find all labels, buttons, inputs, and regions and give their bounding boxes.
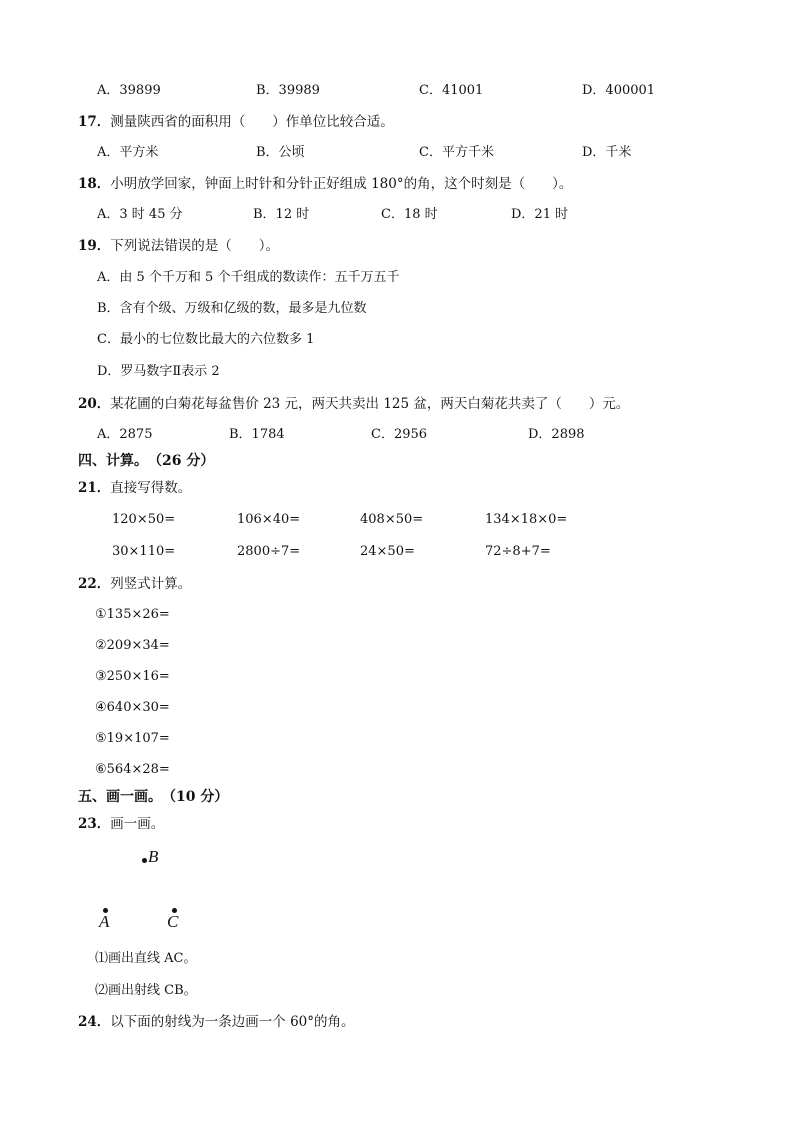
q21-expr-5: 30×110= bbox=[112, 544, 176, 559]
point-c-label: C bbox=[167, 912, 179, 931]
q16-option-b: B．39989 bbox=[256, 83, 320, 98]
q20-text: 某花圃的白菊花每盆售价 23 元，两天共卖出 125 盆，两天白菊花共卖了（ ）元。 bbox=[110, 396, 630, 412]
q23-text: 画一画。 bbox=[110, 816, 165, 832]
q21-text: 直接写得数。 bbox=[110, 480, 192, 496]
q22-item-2: ②209×34= bbox=[95, 638, 170, 653]
q23-question bbox=[78, 815, 164, 833]
q21-expr-4: 134×18×0= bbox=[485, 512, 568, 527]
q17-option-d: D．千米 bbox=[582, 145, 632, 160]
q23-sub-2: ⑵画出射线 CB。 bbox=[95, 983, 197, 998]
q19-question bbox=[78, 237, 279, 255]
q17-option-b: B．公顷 bbox=[256, 145, 305, 160]
section-4-title: 四、计算。 （26 分） bbox=[78, 453, 215, 469]
q16-option-d: D．400001 bbox=[582, 83, 656, 98]
q19-option-a: A．由 5 个千万和 5 个千组成的数读作：五千万五千 bbox=[97, 270, 400, 285]
point-b-dot bbox=[142, 858, 147, 863]
q19-option-b: B．含有个级、万级和亿级的数，最多是九位数 bbox=[97, 301, 367, 316]
q17-option-a: A．平方米 bbox=[97, 145, 159, 160]
q23-number: 23． bbox=[78, 816, 111, 832]
q18-option-b: B．12 时 bbox=[253, 207, 310, 222]
q19-option-d: D．罗马数字Ⅱ表示 2 bbox=[97, 364, 220, 379]
point-a-label: A bbox=[99, 912, 110, 931]
q17-option-c: C．平方千米 bbox=[419, 145, 494, 160]
q24-number: 24． bbox=[78, 1014, 111, 1030]
q19-option-c: C．最小的七位数比最大的六位数多 1 bbox=[97, 332, 315, 347]
q22-question bbox=[78, 575, 191, 593]
q21-expr-1: 120×50= bbox=[112, 512, 176, 527]
q23-sub-1: ⑴画出直线 AC。 bbox=[95, 951, 197, 966]
q21-expr-8: 72÷8+7= bbox=[485, 544, 551, 559]
q18-number: 18． bbox=[78, 176, 111, 192]
q24-text: 以下面的射线为一条边画一个 60°的角。 bbox=[110, 1014, 355, 1030]
q19-text: 下列说法错误的是（ ）。 bbox=[110, 238, 280, 254]
q21-number: 21． bbox=[78, 480, 111, 496]
q21-question bbox=[78, 479, 191, 497]
q20-option-a: A．2875 bbox=[97, 427, 153, 442]
q19-number: 19． bbox=[78, 238, 111, 254]
section-5-title: 五、画一画。 （10 分） bbox=[78, 789, 229, 805]
q22-item-5: ⑤19×107= bbox=[95, 731, 170, 746]
q20-question bbox=[78, 395, 629, 413]
q20-option-b: B．1784 bbox=[229, 427, 285, 442]
q22-item-6: ⑥564×28= bbox=[95, 762, 170, 777]
q16-option-c: C．41001 bbox=[419, 83, 484, 98]
q22-number: 22． bbox=[78, 576, 111, 592]
q22-text: 列竖式计算。 bbox=[110, 576, 192, 592]
q17-number: 17． bbox=[78, 114, 111, 130]
q18-option-a: A．3 时 45 分 bbox=[97, 207, 183, 222]
q18-question bbox=[78, 175, 572, 193]
q22-item-1: ①135×26= bbox=[95, 607, 170, 622]
q18-text: 小明放学回家，钟面上时针和分针正好组成 180°的角，这个时刻是（ ）。 bbox=[110, 176, 573, 192]
q21-expr-7: 24×50= bbox=[360, 544, 415, 559]
q18-option-d: D．21 时 bbox=[511, 207, 569, 222]
q24-question bbox=[78, 1013, 355, 1031]
q20-option-c: C．2956 bbox=[371, 427, 428, 442]
q17-question bbox=[78, 113, 394, 131]
q21-expr-2: 106×40= bbox=[237, 512, 301, 527]
q20-number: 20． bbox=[78, 396, 111, 412]
q16-option-a: A．39899 bbox=[97, 83, 161, 98]
q20-option-d: D．2898 bbox=[528, 427, 585, 442]
q22-item-3: ③250×16= bbox=[95, 669, 170, 684]
q22-item-4: ④640×30= bbox=[95, 700, 170, 715]
point-b-label: B bbox=[148, 847, 159, 866]
q21-expr-3: 408×50= bbox=[360, 512, 424, 527]
q21-expr-6: 2800÷7= bbox=[237, 544, 301, 559]
q17-text: 测量陕西省的面积用（ ）作单位比较合适。 bbox=[110, 114, 394, 130]
q18-option-c: C．18 时 bbox=[381, 207, 438, 222]
